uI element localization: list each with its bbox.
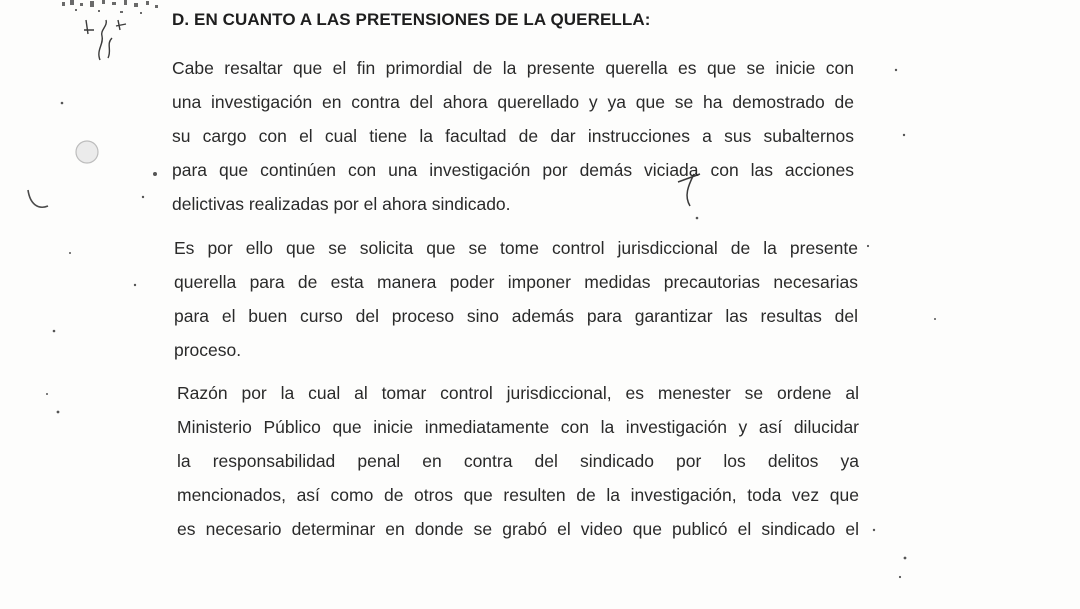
paragraph-line: Es por ello que se solicita que se tome control jurisdiccional de la presente bbox=[174, 238, 858, 258]
paragraph-line: Cabe resaltar que el fin primordial de la presente querella es que se inicie con bbox=[172, 58, 854, 78]
paragraph-line: querella para de esta manera poder imponer medidas precautorias necesarias bbox=[174, 272, 858, 292]
paragraph-line: es necesario determinar en donde se grabó el video que publicó el sindicado el bbox=[177, 519, 859, 539]
paragraph-line: Razón por la cual al tomar control jurisdiccional, es menester se ordene al bbox=[177, 383, 859, 403]
paragraph-line: Ministerio Público que inicie inmediatamente con la investigación y así dilucidar bbox=[177, 417, 859, 437]
paragraph-line: la responsabilidad penal en contra del sindicado por los delitos ya bbox=[177, 451, 859, 471]
paragraph-line: para que continúen con una investigación por demás viciada con las acciones bbox=[172, 160, 854, 180]
paragraph-2 bbox=[174, 238, 858, 364]
paragraph-line: para el buen curso del proceso sino además para garantizar las resultas del bbox=[174, 306, 858, 326]
paragraph-line: su cargo con el cual tiene la facultad de dar instrucciones a sus subalternos bbox=[172, 126, 854, 146]
paragraph-line: proceso. bbox=[174, 340, 242, 360]
punch-hole bbox=[76, 141, 98, 163]
stamp-fragment bbox=[62, 0, 158, 14]
paragraph-1 bbox=[172, 58, 854, 218]
paragraph-3 bbox=[177, 383, 859, 553]
paragraph-line: una investigación en contra del ahora querellado y ya que se ha demostrado de bbox=[172, 92, 854, 112]
paragraph-line: delictivas realizadas por el ahora sindicado. bbox=[172, 194, 511, 214]
section-heading: D. EN CUANTO A LAS PRETENSIONES DE LA QUERELLA: bbox=[172, 10, 651, 29]
signature-fragment bbox=[84, 20, 126, 60]
paragraph-line: mencionados, así como de otros que resulten de la investigación, toda vez que bbox=[177, 485, 859, 505]
margin-mark bbox=[28, 190, 48, 207]
